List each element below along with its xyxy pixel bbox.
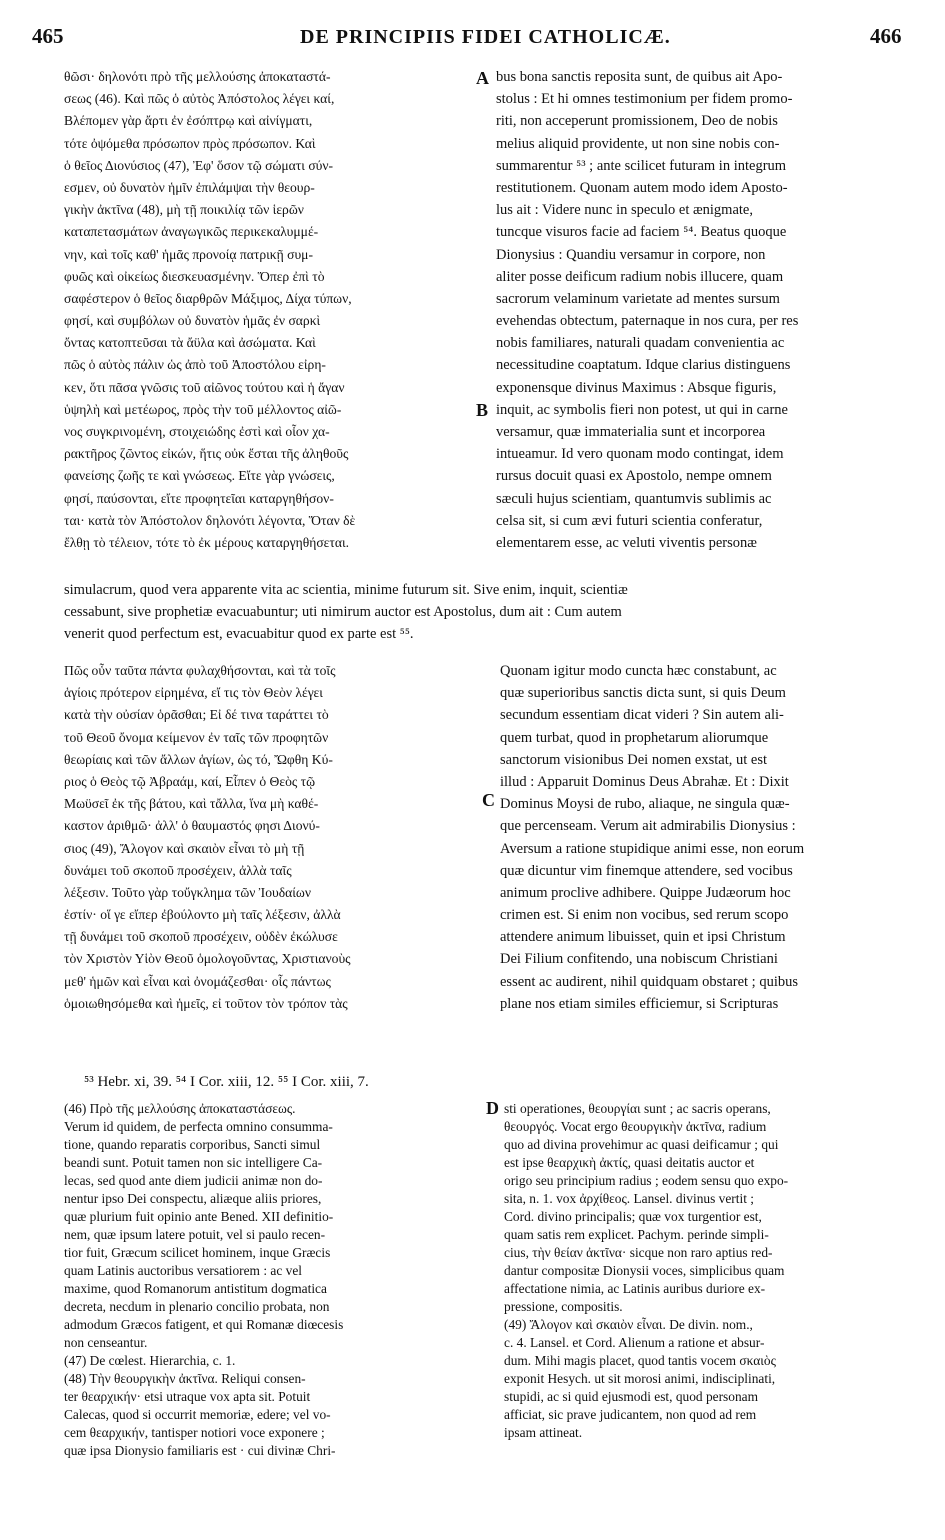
latin-text-line: bus bona sanctis reposita sunt, de quibus ait Apo- xyxy=(496,69,783,85)
footnote-line: est ipse θεαρχικὴ ἀκτίς, quasi deitatis auctor et xyxy=(504,1155,755,1170)
footnote-line: non censeantur. xyxy=(64,1335,148,1350)
latin-text-line: plane nos etiam similes efficiemur, si Scripturas xyxy=(500,995,779,1012)
latin-text-line: evehendas obtectum, paternaque in nos cura, per res xyxy=(496,313,799,330)
footnote-line: quo ad divina provehimur ac quasi deificamur ; qui xyxy=(504,1137,779,1152)
page-number-right: 466 xyxy=(870,24,902,48)
greek-text-line: σαφέστερον ὁ θεῖος διαρθρῶν Μάξιμος, Δίχα τύπων, xyxy=(64,290,352,306)
footnote-line: quam satis rem explicet. Pachym. perinde simpli- xyxy=(504,1227,769,1242)
greek-text-line: κεν, ὅτι πᾶσα γνῶσις τοῦ αἰῶνος τούτου καὶ ἡ ἄγαν xyxy=(64,379,345,395)
greek-text-line: ὁ θεῖος Διονύσιος (47), Ἐφ' ὅσον τῷ σώματι σύν- xyxy=(64,157,334,173)
greek-text-line: τὸν Χριστὸν Υἱὸν Θεοῦ ὁμολογοῦντας, Χριστιανοὺς xyxy=(64,951,351,967)
greek-text-line: ρακτῆρος ζῶντος εἰκών, ἥτις οὐκ ἔσται τῆς ἀληθοῦς xyxy=(64,446,349,462)
latin-text-line: crimen est. Si enim non vocibus, sed rerum scopo xyxy=(500,907,789,924)
footnote-line: ter θεαρχικήν· etsi utraque vox apta sit. Potuit xyxy=(64,1389,311,1404)
footnote-line: pressione, compositis. xyxy=(504,1299,623,1314)
latin-text-line: venerit quod perfectum est, evacuabitur quod ex parte est ⁵⁵. xyxy=(64,626,414,643)
footnote-line: stupidi, ac si quid ejusmodi est, quod personam xyxy=(504,1389,759,1404)
greek-text-line: ὁμοιωθησόμεθα καὶ ἡμεῖς, εἰ τοῦτον τὸν τρόπον τὰς xyxy=(64,995,348,1011)
footnote-line: c. 4. Lansel. et Cord. Alienum a ratione et absur- xyxy=(504,1335,765,1350)
latin-text-line: riti, non acceperunt promissionem, Deo de nobis xyxy=(496,113,778,130)
footnote-line: sita, n. 1. vox ἀρχίθεος. Lansel. divinus vertit ; xyxy=(504,1191,754,1206)
latin-text-line: inquit, ac symbolis fieri non potest, ut qui in carne xyxy=(496,401,788,418)
greek-text-line: ὑψηλὴ καὶ μετέωρος, πρὸς τὴν τοῦ μέλλοντος αἰῶ- xyxy=(64,401,342,417)
greek-text-line: εσμεν, οὐ δυνατὸν ἡμῖν ἐπιλάμψαι τὴν θεουρ- xyxy=(64,179,315,195)
latin-text-line: summarentur ⁵³ ; ante scilicet futuram in integrum xyxy=(496,157,787,174)
latin-text-line: quæ superioribus sanctis dicta sunt, si quis Deum xyxy=(500,685,786,702)
latin-text-line: animum proclive adhibere. Quippe Judæorum hoc xyxy=(500,884,791,901)
footnote-line: cius, τὴν θείαν ἀκτῖνα· sicque non raro aptius red- xyxy=(504,1245,773,1260)
latin-text-line: elementarem esse, ac veluti viventis personæ xyxy=(496,534,757,551)
latin-column-top xyxy=(496,66,914,554)
footnote-line: quam Latinis auctoribus versatiorem : ac vel xyxy=(64,1263,302,1278)
footnote-line: maxime, quod Romanorum antistitum dogmatica xyxy=(64,1281,327,1296)
greek-text-line: Μωϋσεῖ ἐκ τῆς βάτου, καὶ τἄλλα, ἵνα μὴ καθέ- xyxy=(64,796,319,812)
footnote-line: cem θεαρχικήν, tantisper notiori voce exponere ; xyxy=(64,1425,325,1440)
latin-text-line: quæ dicuntur vim finemque attendere, sed vocibus xyxy=(500,862,793,879)
latin-text-line: stolus : Et hi omnes testimonium per fidem promo- xyxy=(496,91,793,108)
latin-text-line: versamur, quæ immaterialia sunt et incorporea xyxy=(496,424,766,440)
greek-text-line: Πῶς οὖν ταῦτα πάντα φυλαχθήσονται, καὶ τὰ τοῖς xyxy=(64,663,336,678)
footnote-line: dum. Mihi magis placet, quod tantis vocem σκαιὸς xyxy=(504,1353,776,1368)
latin-text-line: Dionysius : Quandiu versamur in corpore, non xyxy=(496,246,766,263)
latin-text-line: essent ac audirent, nihil quidquam obstaret ; quibus xyxy=(500,973,798,990)
footnote-line: tior fuit, Græcum scilicet hominem, inque Græcis xyxy=(64,1245,331,1260)
latin-text-line: cessabunt, sive prophetiæ evacuabuntur; uti nimirum auctor est Apostolus, dum ait : Cum autem xyxy=(64,604,622,621)
latin-text-line: celsa sit, si cum ævi futuri scientia conferatur, xyxy=(496,512,763,529)
latin-text-line: melius aliquid providente, ut non sine nobis con- xyxy=(496,135,780,152)
greek-column-middle xyxy=(64,660,478,1015)
scripture-references: ⁵³ Hebr. xi, 39. ⁵⁴ I Cor. xiii, 12. ⁵⁵ I Cor. xiii, 7. xyxy=(84,1074,369,1090)
latin-text-line: nobis familiares, naturali quadam convenientia ac xyxy=(496,335,785,352)
latin-text-line: Quonam igitur modo cuncta hæc constabunt, ac xyxy=(500,663,777,679)
footnote-line: sti operationes, θεουργίαι sunt ; ac sacris operans, xyxy=(504,1101,771,1116)
margin-letter-a: A xyxy=(476,68,489,88)
latin-text-line: restitutionem. Quonam autem modo idem Aposto- xyxy=(496,179,788,196)
latin-text-line: necessitudine coaptatum. Idque clarius distinguens xyxy=(496,357,791,374)
footnote-line: Calecas, quod si occurrit memoriæ, edere; vel vo- xyxy=(64,1407,331,1422)
greek-text-line: καταπετασμάτων ἀναγωγικῶς περικεκαλυμμέ- xyxy=(64,224,319,240)
latin-text-line: Dei Filium confitendo, una nobiscum Christiani xyxy=(500,951,778,968)
footnote-line: (48) Τὴν θεουργικὴν ἀκτῖνα. Reliqui consen- xyxy=(64,1371,306,1386)
greek-text-line: φυῶς καὶ οἰκείως διεσκευασμένην. Ὅπερ ἐπὶ τὸ xyxy=(64,268,325,284)
latin-text-line: Dominus Moysi de rubo, aliaque, ne singula quæ- xyxy=(500,796,790,813)
footnote-line: lecas, sed quod ante diem judicii animæ non do- xyxy=(64,1173,323,1188)
latin-text-line: sacrorum velaminum varietate ad mentes sursum xyxy=(496,290,780,307)
greek-text-line: ἁγίοις πρότερον εἰρημένα, εἴ τις τὸν Θεὸν λέγει xyxy=(64,685,323,701)
footnote-line: tione, quando reparatis corporibus, Sancti simul xyxy=(64,1137,321,1152)
footnote-line: (46) Πρὸ τῆς μελλούσης ἀποκαταστάσεως. xyxy=(64,1101,296,1116)
greek-text-line: θῶσι· δηλονότι πρὸ τῆς μελλούσης ἀποκαταστά- xyxy=(64,69,331,84)
footnote-line: admodum Græcos fatigent, et qui Romanæ diœcesis xyxy=(64,1317,344,1332)
footnote-line: nentur ipso Dei conspectu, aliæque aliis priores, xyxy=(64,1191,322,1206)
latin-text-line: secundum essentiam dicat videri ? Sin autem ali- xyxy=(500,707,784,724)
page-number-left: 465 xyxy=(32,24,64,48)
latin-text-line: simulacrum, quod vera apparente vita ac scientia, minime futurum sit. Sive enim, inquit, scientiæ xyxy=(64,582,628,598)
greek-text-line: ται· κατὰ τὸν Ἀπόστολον δηλονότι λέγοντα, Ὅταν δὲ xyxy=(64,512,356,528)
footnote-line: nem, quæ ipsum latere potuit, vel si paulo recen- xyxy=(64,1227,326,1242)
greek-text-line: φησί, καὶ συμβόλων οὐ δυνατὸν ἡμᾶς ἐν σαρκὶ xyxy=(64,313,321,329)
greek-text-line: λέξεσιν. Τοῦτο γὰρ τοὔγκλημα τῶν Ἰουδαίων xyxy=(64,884,312,900)
latin-text-line: tuncque visuros facie ad faciem ⁵⁴. Beatus quoque xyxy=(496,224,787,241)
footnote-line: quæ plurium fuit opinio ante Bened. XII definitio- xyxy=(64,1209,334,1224)
footnotes-left-column xyxy=(64,1100,484,1460)
footnote-line: origo seu principium radius ; eodem sensu quo expo- xyxy=(504,1173,789,1188)
greek-text-line: τοῦ Θεοῦ ὄνομα κείμενον ἐν ταῖς τῶν προφητῶν xyxy=(64,729,329,745)
footnote-line: afficiat, sic prave judicantem, non quod ad rem xyxy=(504,1407,757,1422)
latin-column-middle xyxy=(500,660,914,1015)
greek-text-line: πῶς ὁ αὐτὸς πάλιν ὡς ἀπὸ τοῦ Ἀποστόλου εἰρη- xyxy=(64,357,326,373)
latin-text-line: aliter posse deificum radium nobis illucere, quam xyxy=(496,268,784,285)
greek-text-line: γικὴν ἀκτῖνα (48), μὴ τῇ ποικιλίᾳ τῶν ἱερῶν xyxy=(64,202,304,218)
greek-text-line: κατὰ τὴν οὐσίαν ὁρᾶσθαι; Εἰ δέ τινα ταράττει τὸ xyxy=(64,707,329,723)
margin-letter-b: B xyxy=(476,400,489,420)
footnote-line: (49) Ἄλογον καὶ σκαιὸν εἶναι. De divin. nom., xyxy=(504,1317,753,1332)
footnote-line: decreta, necdum in plenario concilio probata, non xyxy=(64,1299,330,1314)
greek-text-line: φανείσης ζωῆς τε καὶ γνώσεως. Εἴτε γὰρ γνώσεις, xyxy=(64,468,335,484)
latin-text-line: attendere animum libuisset, quin et ipsi Christum xyxy=(500,929,786,946)
greek-text-line: φησί, παύσονται, εἴτε προφητεῖαι καταργηθήσον- xyxy=(64,490,334,506)
footnote-line: quæ ipsa Dionysio familiaris est · cui divinæ Chri- xyxy=(64,1443,336,1458)
greek-text-line: θεωρίαις καὶ τῶν ἄλλων ἁγίων, ὡς τό, Ὤφθη Κύ- xyxy=(64,751,333,767)
greek-text-line: ἔλθῃ τὸ τέλειον, τότε τὸ ἐκ μέρους καταργηθήσεται. xyxy=(64,534,350,550)
latin-text-line: que percenseam. Verum ait admirabilis Dionysius : xyxy=(500,818,796,835)
greek-text-line: δυνάμει τοῦ σκοποῦ προσέχειν, ἀλλὰ ταῖς xyxy=(64,862,292,878)
full-width-paragraph xyxy=(64,579,916,646)
greek-text-line: Βλέπομεν γὰρ ἄρτι ἐν ἐσόπτρῳ καὶ αἰνίγματι, xyxy=(64,113,313,129)
footnote-line: Verum id quidem, de perfecta omnino consumma- xyxy=(64,1119,333,1134)
running-title: DE PRINCIPIIS FIDEI CATHOLICÆ. xyxy=(300,26,671,48)
footnote-line: exponit Hesych. ut sit morosi animi, indisciplinati, xyxy=(504,1371,776,1386)
footnote-line: affectatione nimia, ac Latinis auribus duriore ex- xyxy=(504,1281,766,1296)
latin-text-line: illud : Apparuit Dominus Deus Abrahæ. Et : Dixit xyxy=(500,773,789,790)
margin-letter-c: C xyxy=(482,790,495,810)
latin-text-line: rursus docuit quasi ex Apostolo, nempe omnem xyxy=(496,468,772,485)
footnote-line: ipsam attineat. xyxy=(504,1425,583,1440)
latin-text-line: quem turbat, quod in prophetarum aliorumque xyxy=(500,729,769,746)
greek-text-line: καστον ἀριθμῶ· ἀλλ' ὁ θαυμαστός φησι Διονύ- xyxy=(64,818,320,834)
footnote-line: Cord. divino principalis; quæ vox turgentior est, xyxy=(504,1209,762,1224)
latin-text-line: exponensque divinus Maximus : Absque figuris, xyxy=(496,379,777,396)
footnote-line: θεουργός. Vocat ergo θεουργικὴν ἀκτῖνα, radium xyxy=(504,1119,767,1134)
greek-text-line: μεθ' ἡμῶν καὶ εἶναι καὶ ὀνομάζεσθαι· οἷς πάντως xyxy=(64,973,331,989)
greek-text-line: τότε ὀψόμεθα πρόσωπον πρὸς πρόσωπον. Καὶ xyxy=(64,135,316,151)
greek-text-line: σεως (46). Καὶ πῶς ὁ αὐτὸς Ἀπόστολος λέγει καί, xyxy=(64,91,335,107)
latin-text-line: sæculi hujus scientiam, quantumvis sublimis ac xyxy=(496,490,772,507)
latin-text-line: Aversum a ratione stupidique animi esse, non eorum xyxy=(500,840,805,857)
latin-text-line: sanctorum visionibus Dei nomen exstat, ut est xyxy=(500,751,768,768)
margin-letter-d: D xyxy=(486,1098,499,1118)
footnote-line: beandi sunt. Potuit tamen non sic intelligere Ca- xyxy=(64,1155,323,1170)
latin-text-line: lus ait : Videre nunc in speculo et ænigmate, xyxy=(496,202,753,219)
footnotes-right-column xyxy=(504,1100,916,1442)
greek-text-line: ὄντας κατοπτεῦσαι τὰ ἄϋλα καὶ ἀσώματα. Καὶ xyxy=(64,335,316,351)
greek-text-line: σιος (49), Ἄλογον καὶ σκαιὸν εἶναι τὸ μὴ τῇ xyxy=(64,840,305,856)
greek-column-top xyxy=(64,66,482,554)
footnote-line: (47) De cœlest. Hierarchia, c. 1. xyxy=(64,1353,236,1368)
footnote-line: dantur compositæ Dionysii voces, simplicibus quam xyxy=(504,1263,785,1278)
greek-text-line: νος συγκρινομένη, στοιχειώδης ἐστὶ καὶ οἷον χα- xyxy=(64,424,330,439)
greek-text-line: νην, καὶ τοῖς καθ' ἡμᾶς προνοίᾳ πατρικῇ συμ- xyxy=(64,246,314,262)
greek-text-line: τῇ δυνάμει τοῦ σκοποῦ προσέχειν, οὐδὲν ἐκώλυσε xyxy=(64,929,338,945)
greek-text-line: ἐστίν· οἵ γε εἴπερ ἐβούλοντο μὴ ταῖς λέξεσιν, ἀλλὰ xyxy=(64,907,341,923)
greek-text-line: ριος ὁ Θεὸς τῷ Ἀβραάμ, καί, Εἶπεν ὁ Θεὸς τῷ xyxy=(64,773,316,789)
latin-text-line: intueamur. Id vero quonam modo contingat, idem xyxy=(496,446,784,463)
